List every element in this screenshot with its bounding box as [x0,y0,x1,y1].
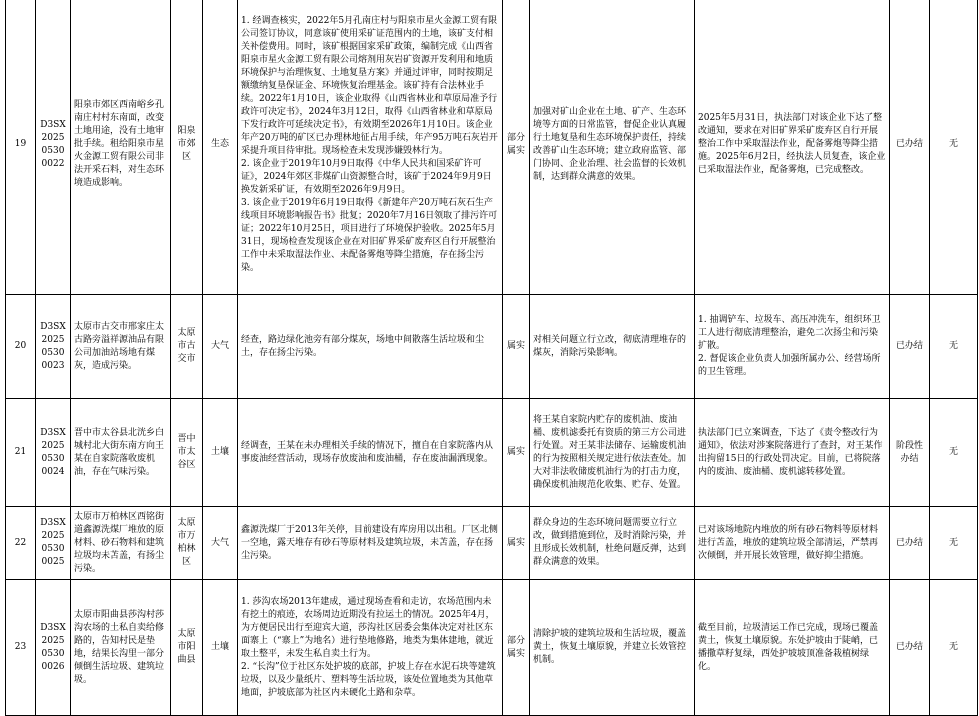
complaint-text: 太原市阳曲县莎沟村莎沟农场的土私自卖给修路的，告知村民是垫地，结果长沟里一部分倾倒生活垃圾、建筑垃圾。 [71,580,171,716]
remark-cell: 无 [930,580,978,716]
findings-paragraph: 1. 经调查核实，2022年5月孔南庄村与阳泉市星火金源工贸有限公司签订协议，同意该矿使用采矿证范围内的土地，该矿支付相关补偿费用。同时，该矿根据国家采矿政策，编制完成《山西省阳泉市星火金源工贸有限公司熔剂用灰岩矿资源开发利用和地质环境保护与治理恢复、土地复垦方案》并通过评审，同时按期足额缴纳复垦保证金、环境恢复治理基金。该矿持有合法林业手续。2022年1月10日，该企业取得《山西省林业和草原局准予行政许可决定书》，2024年3月12日，取得《山西省林业和草原局下发行政许可延续决定书》，有效期至2026年1月10日。该企业年产20万吨的矿区已办理林地征占用手续，年产95万吨石灰岩开采提升项目待审批。现场检查未发现涉嫌毁林行为。 [241,15,498,156]
measures-cell: 将王某自家院内贮存的废机油、废油桶、废机滤委托有资质的第三方公司进行处置。对王某非法储存、运输废机油的行为按照相关规定进行依法查处。加大对非法收储废机油行为的打击力度，确保废机油规范化收集、贮存、处置。 [530,399,695,507]
verdict-cell: 属实 [503,295,530,399]
verdict-cell: 属实 [503,399,530,507]
remark-cell: 无 [930,507,978,580]
remark-cell: 无 [930,0,978,295]
complaints-table [5,0,978,716]
findings-paragraph: 2. “长沟”位于社区东处护坡的底部，护坡上存在水泥石块等建筑垃圾，以及少量纸片、塑料等生活垃圾，该处位置地类为其他草地面，护坡底部为社区内未硬化土路和杂草。 [241,661,496,698]
remark-cell: 无 [930,399,978,507]
findings-cell [238,0,503,295]
findings-paragraph: 经查，路边绿化池旁有部分煤灰，场地中间散落生活垃圾和尘土，存在扬尘污染。 [241,334,485,358]
remark-cell: 无 [930,295,978,399]
status-cell: 已办结 [890,0,930,295]
findings-paragraph: 2. 该企业于2019年10月9日取得《中华人民共和国采矿许可证》，2024年郊区非煤矿山资源整合时，该矿于2024年9月9日换发新采矿证，有效期至2026年9月9日。 [241,158,492,195]
case-id: D3SX202505300023 [36,295,71,399]
table-body [6,0,978,716]
case-id: D3SX202505300025 [36,507,71,580]
row-number: 22 [6,507,36,580]
row-number: 23 [6,580,36,716]
measures-cell: 对相关问题立行立改，彻底清理堆存的煤灰，消除污染影响。 [530,295,695,399]
table-row [6,295,978,399]
case-id: D3SX202505300024 [36,399,71,507]
status-cell: 已办结 [890,295,930,399]
case-id: D3SX202505300026 [36,580,71,716]
case-id: D3SX202505300022 [36,0,71,295]
measures-cell: 群众身边的生态环境问题需要立行立改，做到措施到位，及时消除污染，并且形成长效机制，杜绝问题反弹，达到群众满意的效果。 [530,507,695,580]
findings-cell [238,507,503,580]
area-cell: 晋中市太谷区 [171,399,203,507]
complaint-text: 阳泉市郊区西南峪乡孔南庄村村东南面，改变土地用途，没有土地审批手续。租给阳泉市星火金源工贸有限公司非法开采石料，对生态环境造成影响。 [71,0,171,295]
measures-cell: 加强对矿山企业在土地、矿产、生态环境等方面的日常监管，督促企业认真履行土地复垦和生态环境保护责任，持续改善矿山生态环境；建立政府监管、部门协同、企业治理、社会监督的长效机制，达到群众满意的效果。 [530,0,695,295]
area-cell: 太原市古交市 [171,295,203,399]
findings-cell [238,580,503,716]
resolution-cell: 执法部门已立案调查，下达了《责令整改行为通知》，依法对涉案院落进行了查封，对王某作出拘留15日的行政处罚决定。目前，已将院落内的废油、废油桶、废机滤转移处置。 [695,399,890,507]
findings-paragraph: 1. 莎沟农场2013年建成，通过现场查看和走访，农场范围内未有挖土的痕迹，农场周边近期没有拉运土的情况。2025年4月，为方便居民出行至迎宾大道，莎沟社区居委会集体决定对社区东面寨上（“寨上”为地名）进行垫地修路，地类为集体建地，就近取土整平，未发生私自卖土行为。 [241,596,495,659]
category-cell: 大气 [203,507,238,580]
category-cell: 土壤 [203,580,238,716]
complaint-text: 太原市万柏林区西铭街道鑫源洗煤厂堆放的原材料、砂石物料和建筑垃圾均未苫盖，有扬尘污染。 [71,507,171,580]
status-cell: 阶段性办结 [890,399,930,507]
findings-cell [238,295,503,399]
verdict-cell: 部分属实 [503,0,530,295]
row-number: 20 [6,295,36,399]
resolution-cell: 截至目前，垃圾清运工作已完成，现场已覆盖黄土，恢复土壤原貌。东处护坡由于陡峭，已播撒草籽复绿，西处护坡坡顶准备栽植树绿化。 [695,580,890,716]
status-cell: 已办结 [890,507,930,580]
measures-cell: 清除护坡的建筑垃圾和生活垃圾，覆盖黄土，恢复土壤原貌，并建立长效管控机制。 [530,580,695,716]
resolution-cell: 2025年5月31日，执法部门对该企业下达了整改通知，要求在对旧矿界采矿废弃区自行开展整治工作中采取湿法作业，配备雾炮等降尘措施。2025年6月2日，经执法人员复查，该企业已采取湿法作业，配备雾炮，已完成整改。 [695,0,890,295]
status-cell: 已办结 [890,580,930,716]
row-number: 19 [6,0,36,295]
table-row [6,0,978,295]
area-cell: 阳泉市郊区 [171,0,203,295]
area-cell: 太原市阳曲县 [171,580,203,716]
findings-paragraph: 鑫源洗煤厂于2013年关停，目前建设有库房用以出租。厂区北侧一空地，露天堆存有砂石等原材料及建筑垃圾，未苫盖，存在扬尘污染。 [241,524,498,561]
verdict-cell: 部分属实 [503,580,530,716]
table-row [6,580,978,716]
verdict-cell: 属实 [503,507,530,580]
row-number: 21 [6,399,36,507]
findings-paragraph: 3. 该企业于2019年6月19日取得《新建年产20万吨石灰石生产线项目环境影响报告书》批复；2020年7月16日领取了排污许可证；2022年10月25日，项目进行了环境保护验收。2025年5月31日，现场检查发现该企业在对旧矿界采矿废弃区自行开展整治工作中未采取湿法作业、未配备雾炮等降尘措施，存在扬尘污染。 [241,197,498,273]
table-row [6,399,978,507]
complaint-text: 太原市古交市邢家庄太古路旁溢祥源油品有限公司加油站场地有煤灰，造成污染。 [71,295,171,399]
resolution-cell: 已对该场地院内堆放的所有砂石物料等原材料进行苫盖，堆放的建筑垃圾全部清运，严禁再次倾倒，并开展长效管理，做好抑尘措施。 [695,507,890,580]
category-cell: 大气 [203,295,238,399]
findings-paragraph: 经调查，王某在未办理相关手续的情况下，擅自在自家院落内从事废油经营活动，现场存放废油和废油桶，存在废油漏洒现象。 [241,440,494,464]
category-cell: 土壤 [203,399,238,507]
findings-cell [238,399,503,507]
category-cell: 生态 [203,0,238,295]
resolution-cell: 1. 抽调铲车、垃圾车、高压冲洗车，组织环卫工人进行彻底清理整治，避免二次扬尘和污染扩散。 2. 督促该企业负责人加强所属办公、经营场所的卫生管理。 [695,295,890,399]
table-row [6,507,978,580]
complaint-text: 晋中市太谷县北洸乡白城村北大街东南方向王某在自家院落收废机油，存在气味污染。 [71,399,171,507]
area-cell: 太原市万柏林区 [171,507,203,580]
